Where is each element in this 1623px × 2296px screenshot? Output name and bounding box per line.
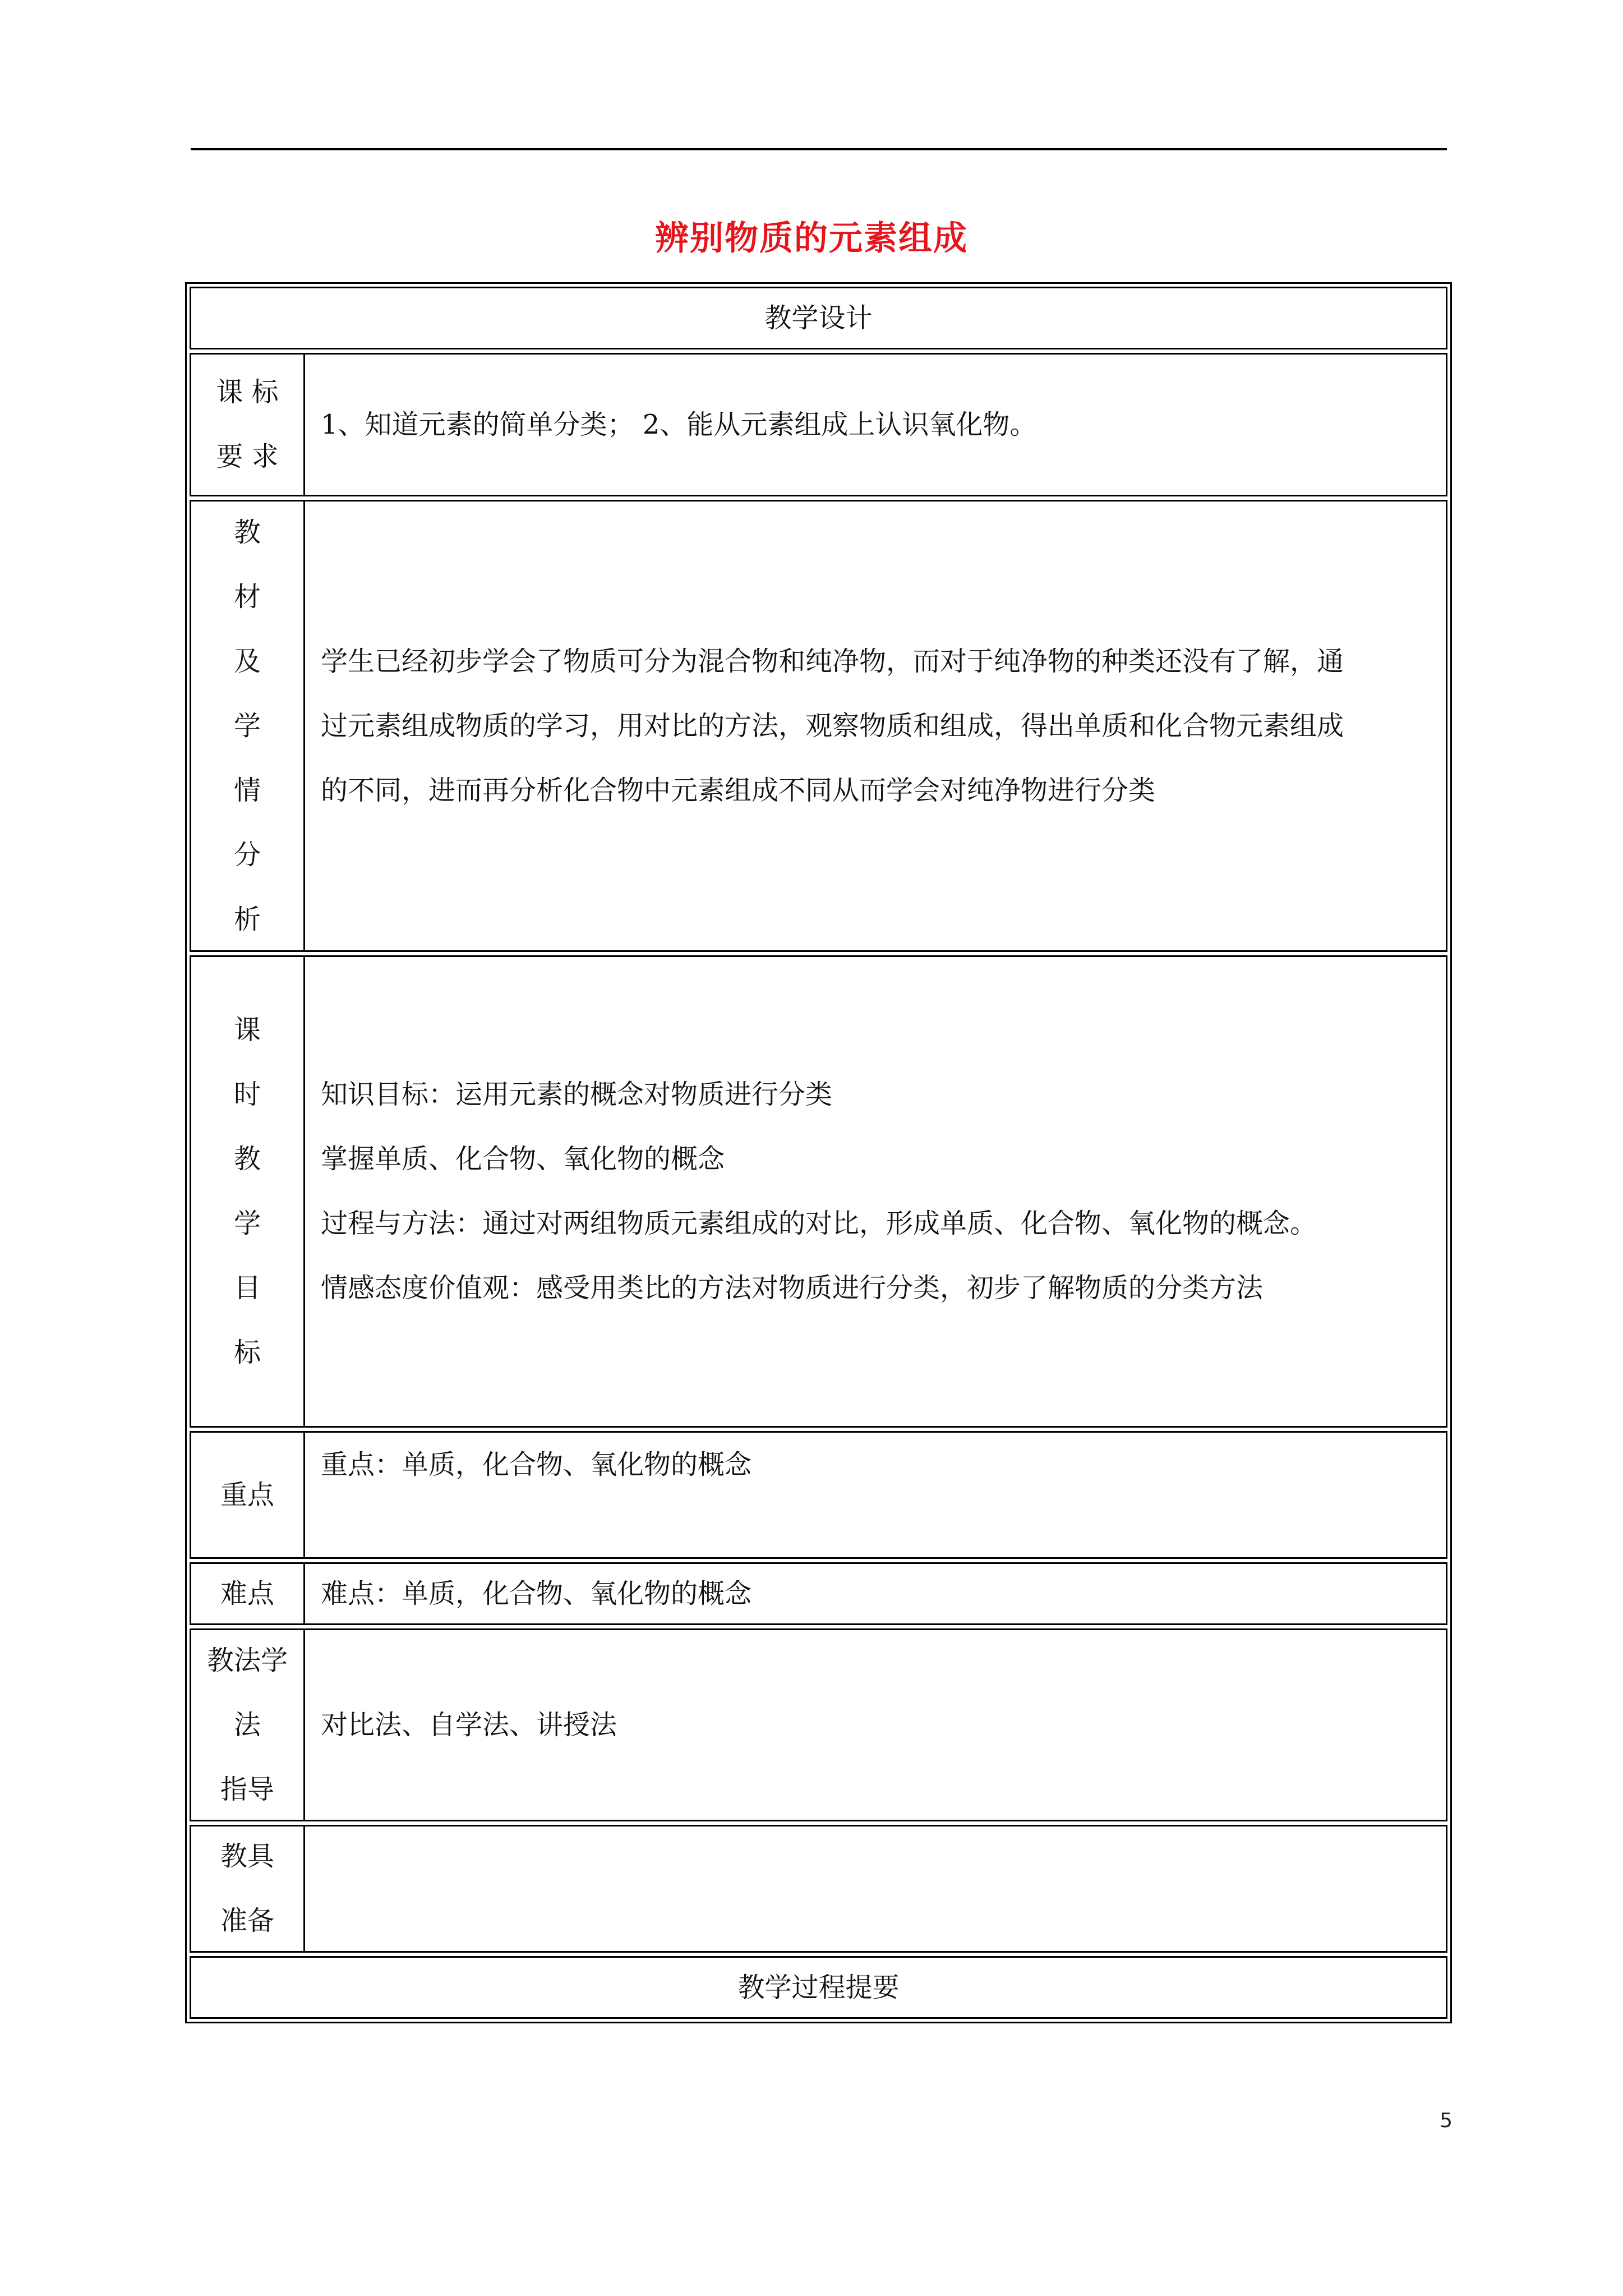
key-point-label-text: 重点 xyxy=(220,1479,274,1511)
tools-label xyxy=(191,1826,305,1951)
difficulty-row xyxy=(190,1562,1447,1625)
analysis-label-char: 材 xyxy=(233,581,261,613)
objectives-body xyxy=(305,957,1446,1426)
objectives-line: 过程与方法：通过对两组物质元素组成的对比，形成单质、化合物、氧化物的概念。 xyxy=(321,1208,1317,1239)
curriculum-text: 1、知道元素的简单分类； 2、能从元素组成上认识氧化物。 xyxy=(321,408,1037,440)
analysis-label-char: 析 xyxy=(233,903,261,935)
analysis-line: 过元素组成物质的学习，用对比的方法，观察物质和组成，得出单质和化合物元素组成 xyxy=(321,710,1344,742)
analysis-line: 的不同，进而再分析化合物中元素组成不同从而学会对纯净物进行分类 xyxy=(321,774,1156,806)
document-title: 辨别物质的元素组成 xyxy=(655,219,968,258)
curriculum-label-line: 要 求 xyxy=(216,441,279,472)
objectives-label-char: 课 xyxy=(233,1014,261,1046)
objectives-line: 情感态度价值观：感受用类比的方法对物质进行分类，初步了解物质的分类方法 xyxy=(321,1272,1264,1304)
analysis-label-char: 学 xyxy=(233,710,261,742)
key-point-text: 重点：单质，化合物、氧化物的概念 xyxy=(321,1449,752,1480)
methods-label-line: 教法学 xyxy=(206,1644,288,1676)
objectives-label xyxy=(191,957,305,1426)
process-header: 教学过程提要 xyxy=(737,1971,900,2003)
methods-label-line: 指导 xyxy=(220,1773,274,1805)
curriculum-body xyxy=(305,355,1446,495)
page-number: 5 xyxy=(1440,2109,1453,2132)
table-header: 教学设计 xyxy=(764,302,873,334)
header-rule xyxy=(191,148,1447,150)
analysis-label-char: 分 xyxy=(233,839,261,871)
analysis-label-char: 及 xyxy=(233,645,261,677)
key-point-label xyxy=(191,1433,305,1557)
objectives-label-char: 时 xyxy=(233,1079,261,1110)
objectives-label-char: 学 xyxy=(233,1208,261,1239)
curriculum-row xyxy=(190,353,1447,496)
tools-label-line: 教具 xyxy=(220,1841,274,1872)
objectives-row xyxy=(190,955,1447,1428)
analysis-body xyxy=(305,501,1446,950)
lesson-design-table xyxy=(185,282,1452,2023)
objectives-label-char: 目 xyxy=(233,1272,261,1304)
curriculum-label-line: 课 标 xyxy=(216,376,279,408)
key-point-row xyxy=(190,1431,1447,1559)
analysis-row xyxy=(190,500,1447,952)
tools-body xyxy=(305,1826,1446,1951)
process-header-row xyxy=(190,1956,1447,2019)
analysis-label-char: 情 xyxy=(233,774,261,806)
analysis-label-char: 教 xyxy=(233,516,261,548)
methods-row xyxy=(190,1628,1447,1821)
difficulty-body xyxy=(305,1564,1446,1623)
difficulty-text: 难点：单质，化合物、氧化物的概念 xyxy=(321,1577,752,1609)
analysis-line: 学生已经初步学会了物质可分为混合物和纯净物，而对于纯净物的种类还没有了解，通 xyxy=(321,645,1344,677)
methods-text: 对比法、自学法、讲授法 xyxy=(321,1709,617,1741)
difficulty-label-text: 难点 xyxy=(220,1577,274,1609)
objectives-label-char: 标 xyxy=(233,1337,261,1368)
methods-label xyxy=(191,1630,305,1820)
objectives-line: 掌握单质、化合物、氧化物的概念 xyxy=(321,1143,725,1175)
methods-label-line: 法 xyxy=(233,1709,261,1741)
analysis-label xyxy=(191,501,305,950)
methods-body xyxy=(305,1630,1446,1820)
difficulty-label xyxy=(191,1564,305,1623)
tools-row xyxy=(190,1825,1447,1953)
curriculum-label xyxy=(191,355,305,495)
key-point-body xyxy=(305,1433,1446,1557)
tools-label-line: 准备 xyxy=(220,1905,274,1936)
table-header-row xyxy=(190,287,1447,349)
objectives-label-char: 教 xyxy=(233,1143,261,1175)
objectives-line: 知识目标：运用元素的概念对物质进行分类 xyxy=(321,1079,833,1110)
